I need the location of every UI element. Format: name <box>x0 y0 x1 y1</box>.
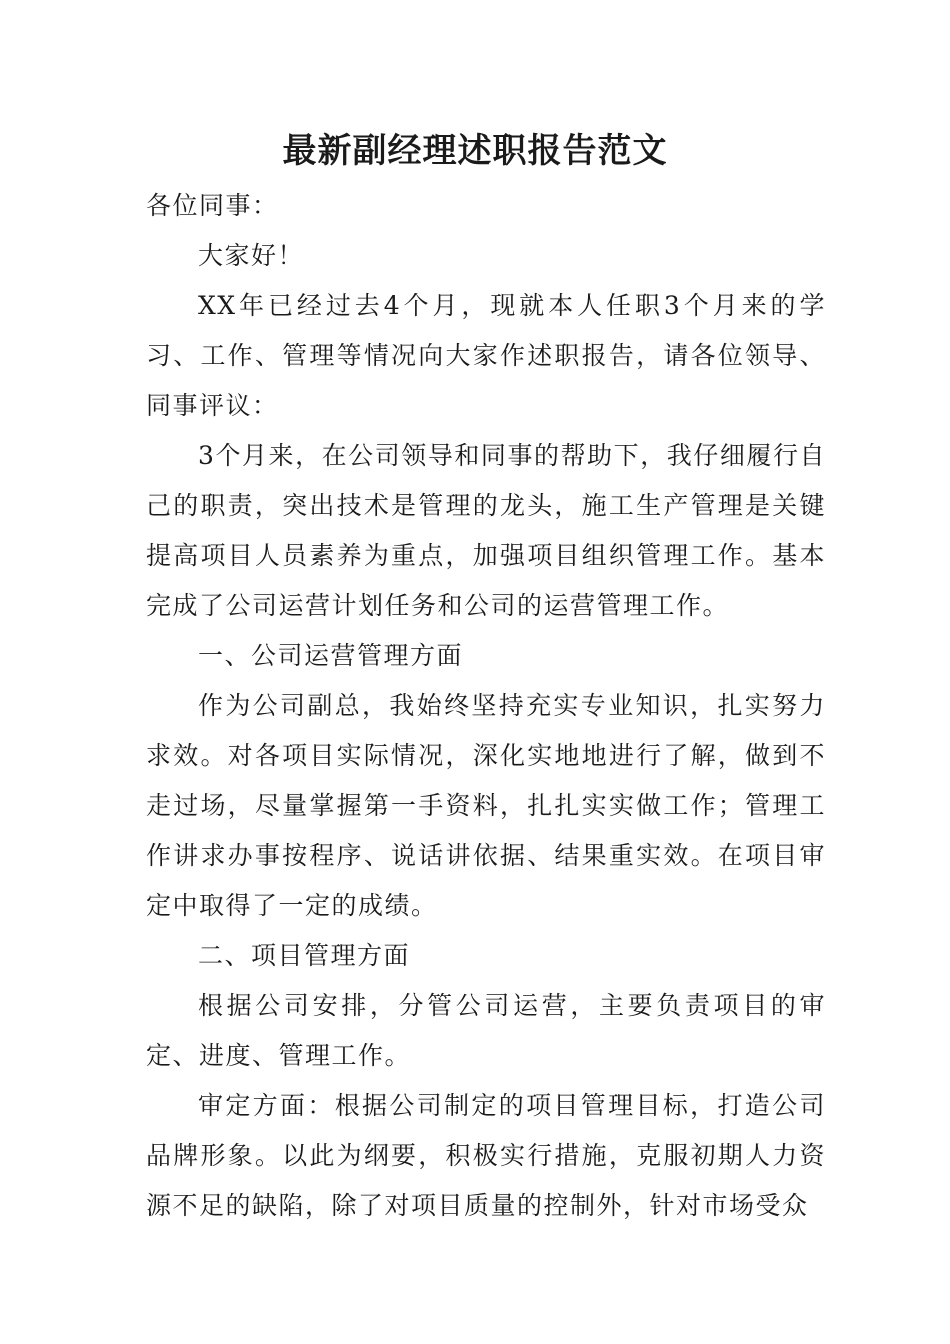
operations-paragraph: 作为公司副总，我始终坚持充实专业知识，扎实努力求效。对各项目实际情况，深化实地地进行了解，做到不走过场，尽量掌握第一手资料，扎扎实实做工作；管理工作讲求办事按程序、说话讲依据、结果重实效。在项目审定中取得了一定的成绩。 <box>146 691 826 920</box>
intro-paragraph: XX年已经过去4个月，现就本人任职3个月来的学习、工作、管理等情况向大家作述职报告，请各位领导、同事评议： <box>146 291 826 420</box>
document-body <box>146 181 826 1231</box>
projects-paragraph: 根据公司安排，分管公司运营，主要负责项目的审定、进度、管理工作。 <box>146 991 826 1070</box>
section-heading-projects: 二、项目管理方面 <box>198 941 411 970</box>
salutation: 各位同事： <box>146 191 279 220</box>
summary-paragraph: 3个月来，在公司领导和同事的帮助下，我仔细履行自己的职责，突出技术是管理的龙头，施工生产管理是关键提高项目人员素养为重点，加强项目组织管理工作。基本完成了公司运营计划任务和公司的运营管理工作。 <box>146 441 826 620</box>
review-paragraph: 审定方面：根据公司制定的项目管理目标，打造公司品牌形象。以此为纲要，积极实行措施，克服初期人力资源不足的缺陷，除了对项目质量的控制外，针对市场受众 <box>146 1091 826 1220</box>
section-heading-operations: 一、公司运营管理方面 <box>198 641 464 670</box>
document-title: 最新副经理述职报告范文 <box>282 131 668 171</box>
greeting: 大家好！ <box>198 241 305 270</box>
